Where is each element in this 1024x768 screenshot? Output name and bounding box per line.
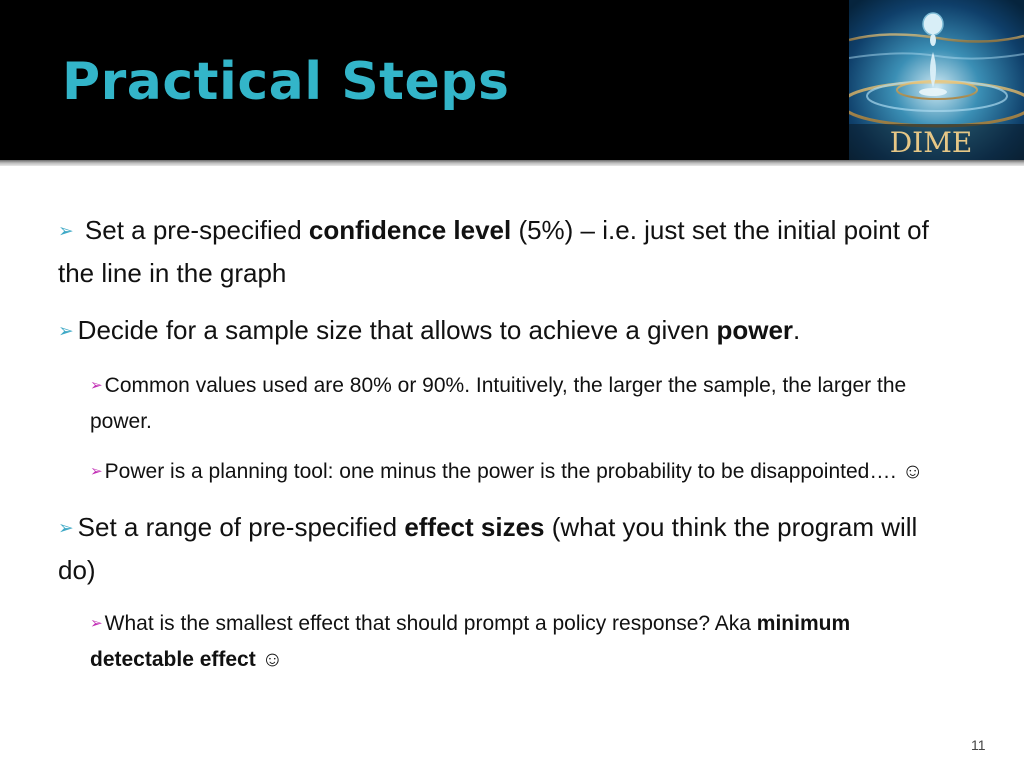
sub-bullet-item: ➢Common values used are 80% or 90%. Intuitively, the larger the sample, the larger the power.	[90, 374, 907, 433]
arrow-bullet-icon: ➢	[90, 377, 103, 394]
bullet-item: ➢ Set a range of pre-specified effect sizes (what you think the program will do)	[58, 512, 918, 585]
header-divider	[0, 160, 1024, 166]
bullet-item: ➢ Set a pre-specified confidence level (5%) – i.e. just set the initial point of the line in the graph	[58, 215, 929, 288]
page-number: 11	[971, 737, 986, 753]
arrow-bullet-icon: ➢	[58, 220, 74, 241]
bullet-item: ➢ Decide for a sample size that allows to achieve a given power.	[58, 315, 801, 345]
slide-title: Practical Steps	[62, 52, 510, 112]
sub-bullet-item: ➢What is the smallest effect that should prompt a policy response? Aka minimum detectable effect ☺	[90, 612, 851, 671]
arrow-bullet-icon: ➢	[58, 320, 74, 341]
sub-bullet-item: ➢Power is a planning tool: one minus the power is the probability to be disappointed…. ☺	[90, 460, 924, 483]
arrow-bullet-icon: ➢	[90, 615, 103, 632]
logo-text: DIME	[889, 126, 973, 159]
arrow-bullet-icon: ➢	[90, 463, 103, 480]
dime-logo	[849, 0, 1024, 160]
arrow-bullet-icon: ➢	[58, 517, 74, 538]
bullet-list	[58, 210, 958, 693]
